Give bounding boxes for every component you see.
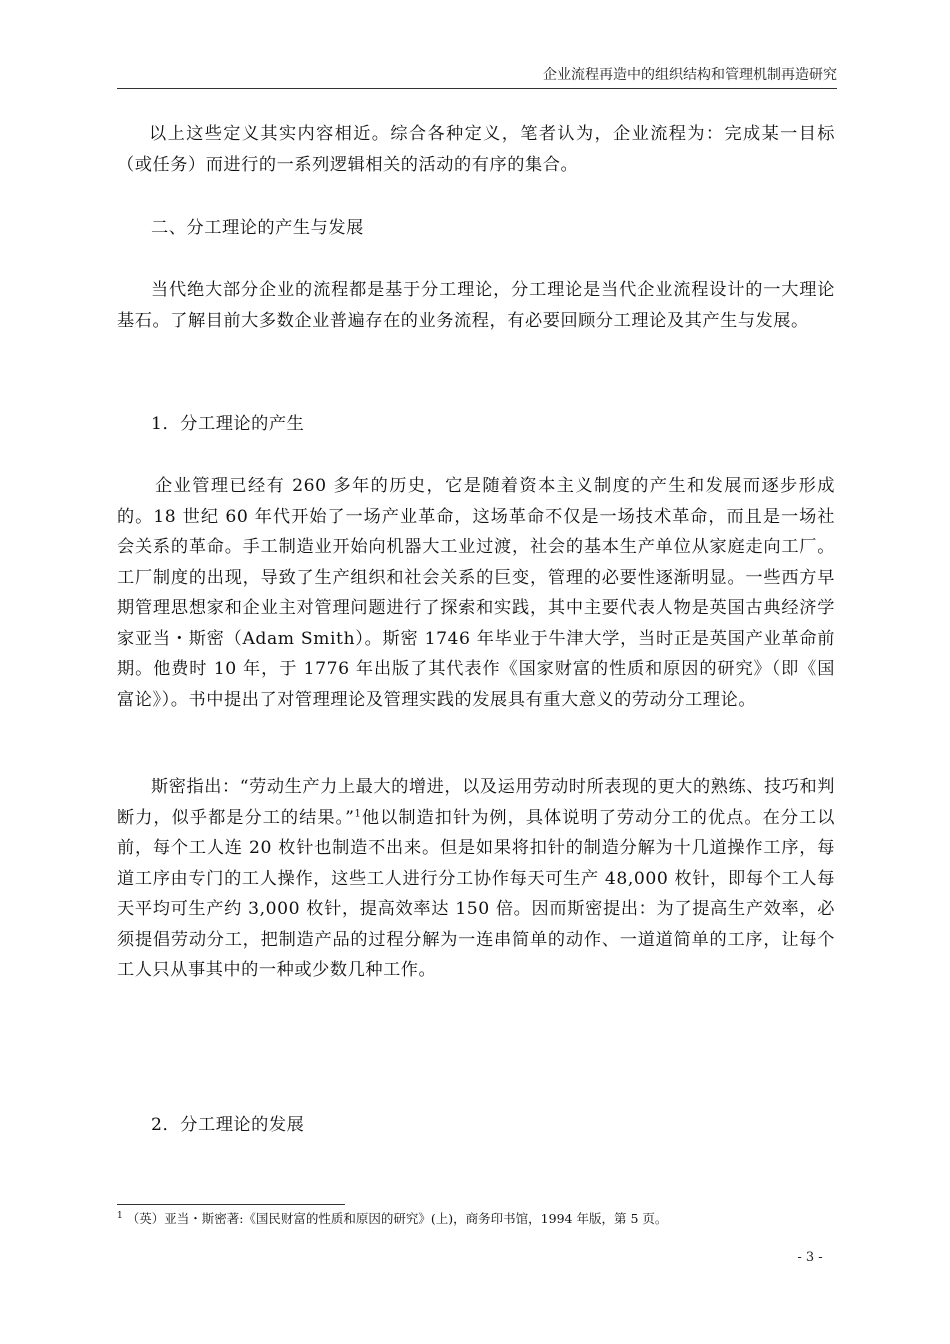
subsection-heading-1: 1．分工理论的产生 [151,414,305,434]
footnote-separator [117,1204,345,1205]
footnote-text: （英）亚当・斯密著:《国民财富的性质和原因的研究》(上)，商务印书馆，1994 年版，第 5 页。 [126,1211,668,1226]
paragraph-definition: 以上这些定义其实内容相近。综合各种定义，笔者认为，企业流程为：完成某一目标（或任务）而进行的一系列逻辑相关的活动的有序的集合。 [117,124,835,175]
smith-text: 他以制造扣针为例，具体说明了劳动分工的优点。在分工以前，每个工人连 20 枚针也制造不出来。但是如果将扣针的制造分解为十几道操作工序，每道工序由专门的工人操作，这些工人进行分工协作每天可生产 48,000 枚针，即每个工人每天平均可生产约 3,000 枚针，提高效率达 150 倍。因而斯密提出：为了提高生产效率，必须提倡劳动分工，把制造产品的过程分解为一连串简单的动作、一道道简单的工序，让每个工人只从事其中的一种或少数几种工作。 [117,807,835,980]
running-header: 企业流程再造中的组织结构和管理机制再造研究 [543,67,837,83]
paragraph-history: 企业管理已经有 260 多年的历史，它是随着资本主义制度的产生和发展而逐步形成的。18 世纪 60 年代开始了一场产业革命，这场革命不仅是一场技术革命，而且是一场社会关系的革命。手工制造业开始向机器大工业过渡，社会的基本生产单位从家庭走向工厂。工厂制度的出现，导致了生产组织和社会关系的巨变，管理的必要性逐渐明显。一些西方早期管理思想家和企业主对管理问题进行了探索和实践，其中主要代表人物是英国古典经济学家亚当・斯密（Adam Smith）。斯密 1746 年毕业于牛津大学，当时正是英国产业革命前期。他费时 10 年，于 1776 年出版了其代表作《国家财富的性质和原因的研究》（即《国富论》）。书中提出了对管理理论及管理实践的发展具有重大意义的劳动分工理论。 [117,476,835,710]
footnote-reference[interactable]: 1 [354,807,362,819]
footnote [117,1210,835,1228]
paragraph-smith [117,772,835,986]
smith-quote: 斯密指出：“劳动生产力上最大的增进，以及运用劳动时所表现的更大的熟练、技巧和判断力，似乎都是分工的结果。” [117,777,835,828]
header-rule [117,88,837,89]
footnote-marker: 1 [117,1210,123,1221]
subsection-heading-2: 2．分工理论的发展 [151,1115,305,1135]
paragraph-intro: 当代绝大部分企业的流程都是基于分工理论，分工理论是当代企业流程设计的一大理论基石。了解目前大多数企业普遍存在的业务流程，有必要回顾分工理论及其产生与发展。 [117,280,835,331]
page-number: - 3 - [797,1250,823,1265]
section-heading: 二、分工理论的产生与发展 [151,218,364,238]
